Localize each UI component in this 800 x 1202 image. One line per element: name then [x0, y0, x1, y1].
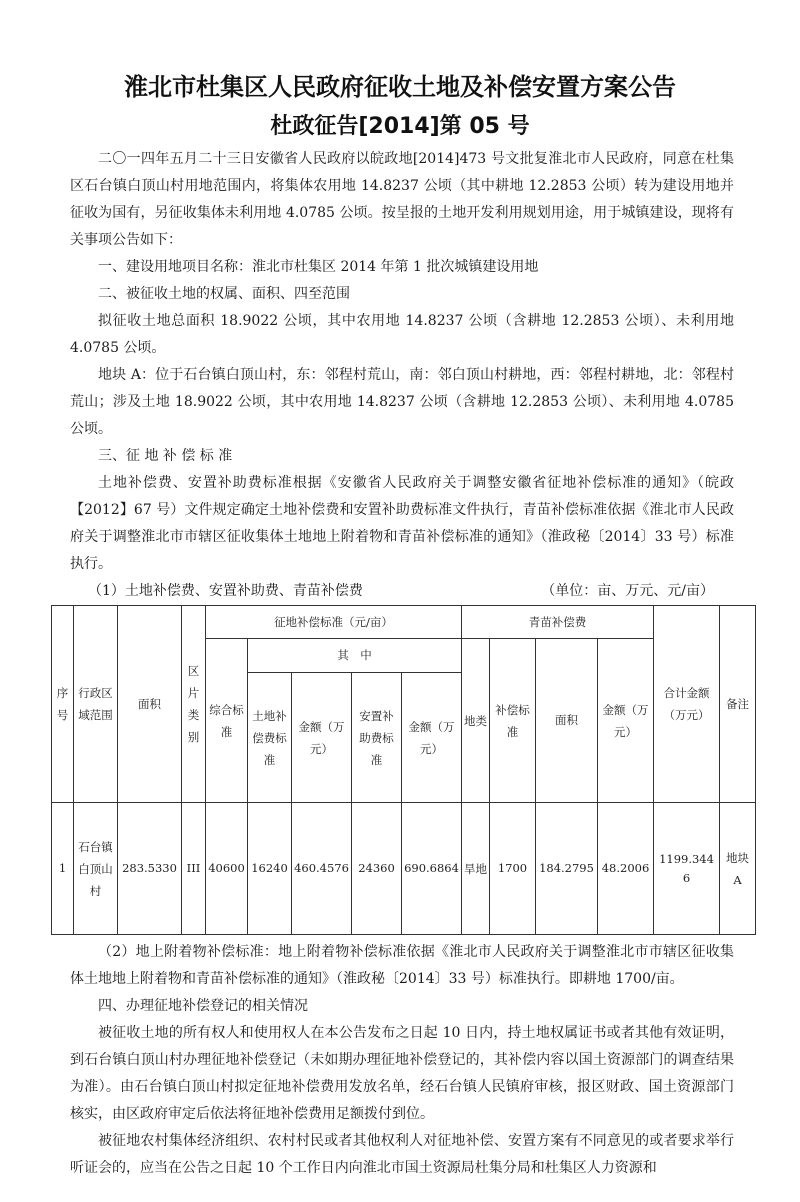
compensation-table — [51, 605, 756, 935]
cell-comprehensive: 40600 — [206, 803, 248, 935]
document-title: 淮北市杜集区人民政府征收土地及补偿安置方案公告 — [124, 73, 676, 101]
section-3-paragraph: 土地补偿费、安置补助费标准根据《安徽省人民政府关于调整安徽省征地补偿标准的通知》（皖政【2012】67 号）文件规定确定土地补偿费和安置补助费标准文件执行，青苗补偿标准依据《淮北市人民政府关于调整淮北市市辖区征收集体土地地上附着物和青苗补偿标准的通知》（淮政秘〔2014〕33 号）标准执行。 — [70, 475, 734, 572]
cell-crop-amt: 48.2006 — [598, 803, 654, 935]
table-unit: （单位：亩、万元、元/亩） — [541, 583, 714, 599]
section-3-heading: 三、征 地 补 偿 标 准 — [98, 448, 233, 464]
cell-resettle-std: 24360 — [352, 803, 402, 935]
table-row — [52, 803, 756, 935]
section-4-heading: 四、办理征地补偿登记的相关情况 — [98, 998, 308, 1014]
cell-resettle-amt: 690.6864 — [402, 803, 462, 935]
cell-area: 283.5330 — [118, 803, 182, 935]
cell-zone: III — [182, 803, 206, 935]
cell-total: 1199.3446 — [654, 803, 720, 935]
table-header-row-1 — [52, 606, 756, 639]
section-2-paragraph-2: 地块 A：位于石台镇白顶山村，东：邻程村荒山，南：邻白顶山村耕地，西：邻程村耕地，北：邻程村荒山；涉及土地 18.9022 公顷，其中农用地 14.8237 公顷（含耕地 12.2853 公顷）、未利用地 4.0785 公顷。 — [70, 367, 734, 437]
header-land-comp-amt: 金额（万元） — [292, 673, 352, 803]
cell-land-comp-std: 16240 — [248, 803, 292, 935]
cell-crop-area: 184.2795 — [536, 803, 598, 935]
cell-remark: 地块 A — [720, 803, 756, 935]
section-4-paragraph-2: 被征地农村集体经济组织、农村村民或者其他权利人对征地补偿、安置方案有不同意见的或者要求举行听证会的，应当在公告之日起 10 个工作日内向淮北市国土资源局杜集分局和杜集区人力资源和 — [70, 1133, 734, 1176]
header-crop-amt: 金额（万元） — [598, 639, 654, 803]
table-caption-row — [70, 578, 734, 605]
header-seq: 序号 — [52, 606, 74, 803]
table-caption: （1）土地补偿费、安置补助费、青苗补偿费 — [88, 583, 363, 599]
section-2-paragraph-1: 拟征收土地总面积 18.9022 公顷，其中农用地 14.8237 公顷（含耕地 12.2853 公顷）、未利用地 4.0785 公顷。 — [70, 313, 734, 356]
section-4-paragraph-1: 被征收土地的所有权人和使用权人在本公告发布之日起 10 日内，持土地权属证书或者其他有效证明，到石台镇白顶山村办理征地补偿登记（未如期办理征地补偿登记的，其补偿内容以国土资源部门的调查结果为准）。由石台镇白顶山村拟定征地补偿费用发放名单，经石台镇人民镇府审核，报区财政、国土资源部门核实，由区政府审定后依法将征地补偿费用足额拨付到位。 — [70, 1025, 734, 1122]
cell-land-comp-amt: 460.4576 — [292, 803, 352, 935]
cell-land-type: 旱地 — [462, 803, 490, 935]
header-land-type: 地类 — [462, 639, 490, 803]
header-resettle-std: 安置补助费标准 — [352, 673, 402, 803]
section-3-item-2: （2）地上附着物补偿标准：地上附着物补偿标准依据《淮北市人民政府关于调整淮北市市辖区征收集体土地地上附着物和青苗补偿标准的通知》（淮政秘〔2014〕33 号）标准执行。即耕地 1700/亩。 — [70, 944, 734, 987]
header-area: 面积 — [118, 606, 182, 803]
header-of-which: 其 中 — [248, 639, 462, 673]
header-crop-area: 面积 — [536, 639, 598, 803]
cell-seq: 1 — [52, 803, 74, 935]
header-land-comp-std: 土地补偿费标准 — [248, 673, 292, 803]
table-wrapper — [51, 605, 800, 935]
document-number: 杜政征告[2014]第 05 号 — [270, 114, 530, 139]
header-group-standard: 征地补偿标准（元/亩） — [206, 606, 462, 639]
header-remark: 备注 — [720, 606, 756, 803]
cell-region: 石台镇白顶山村 — [74, 803, 118, 935]
header-zone: 区片类别 — [182, 606, 206, 803]
header-total: 合计金额（万元） — [654, 606, 720, 803]
header-comprehensive: 综合标准 — [206, 639, 248, 803]
header-group-crops: 青苗补偿费 — [462, 606, 654, 639]
intro-paragraph: 二〇一四年五月二十三日安徽省人民政府以皖政地[2014]473 号文批复淮北市人民政府，同意在杜集区石台镇白顶山村用地范围内，将集体农用地 14.8237 公顷（其中耕地 12.2853 公顷）转为建设用地并征收为国有，另征收集体未利用地 4.0785 公顷。按呈报的土地开发利用规划用途，用于城镇建设，现将有关事项公告如下： — [70, 151, 734, 248]
header-resettle-amt: 金额（万元） — [402, 673, 462, 803]
section-2-heading: 二、被征收土地的权属、面积、四至范围 — [98, 286, 350, 302]
section-1-heading: 一、建设用地项目名称：淮北市杜集区 2014 年第 1 批次城镇建设用地 — [98, 259, 539, 275]
header-crop-std: 补偿标准 — [490, 639, 536, 803]
cell-crop-std: 1700 — [490, 803, 536, 935]
header-region: 行政区域范围 — [74, 606, 118, 803]
